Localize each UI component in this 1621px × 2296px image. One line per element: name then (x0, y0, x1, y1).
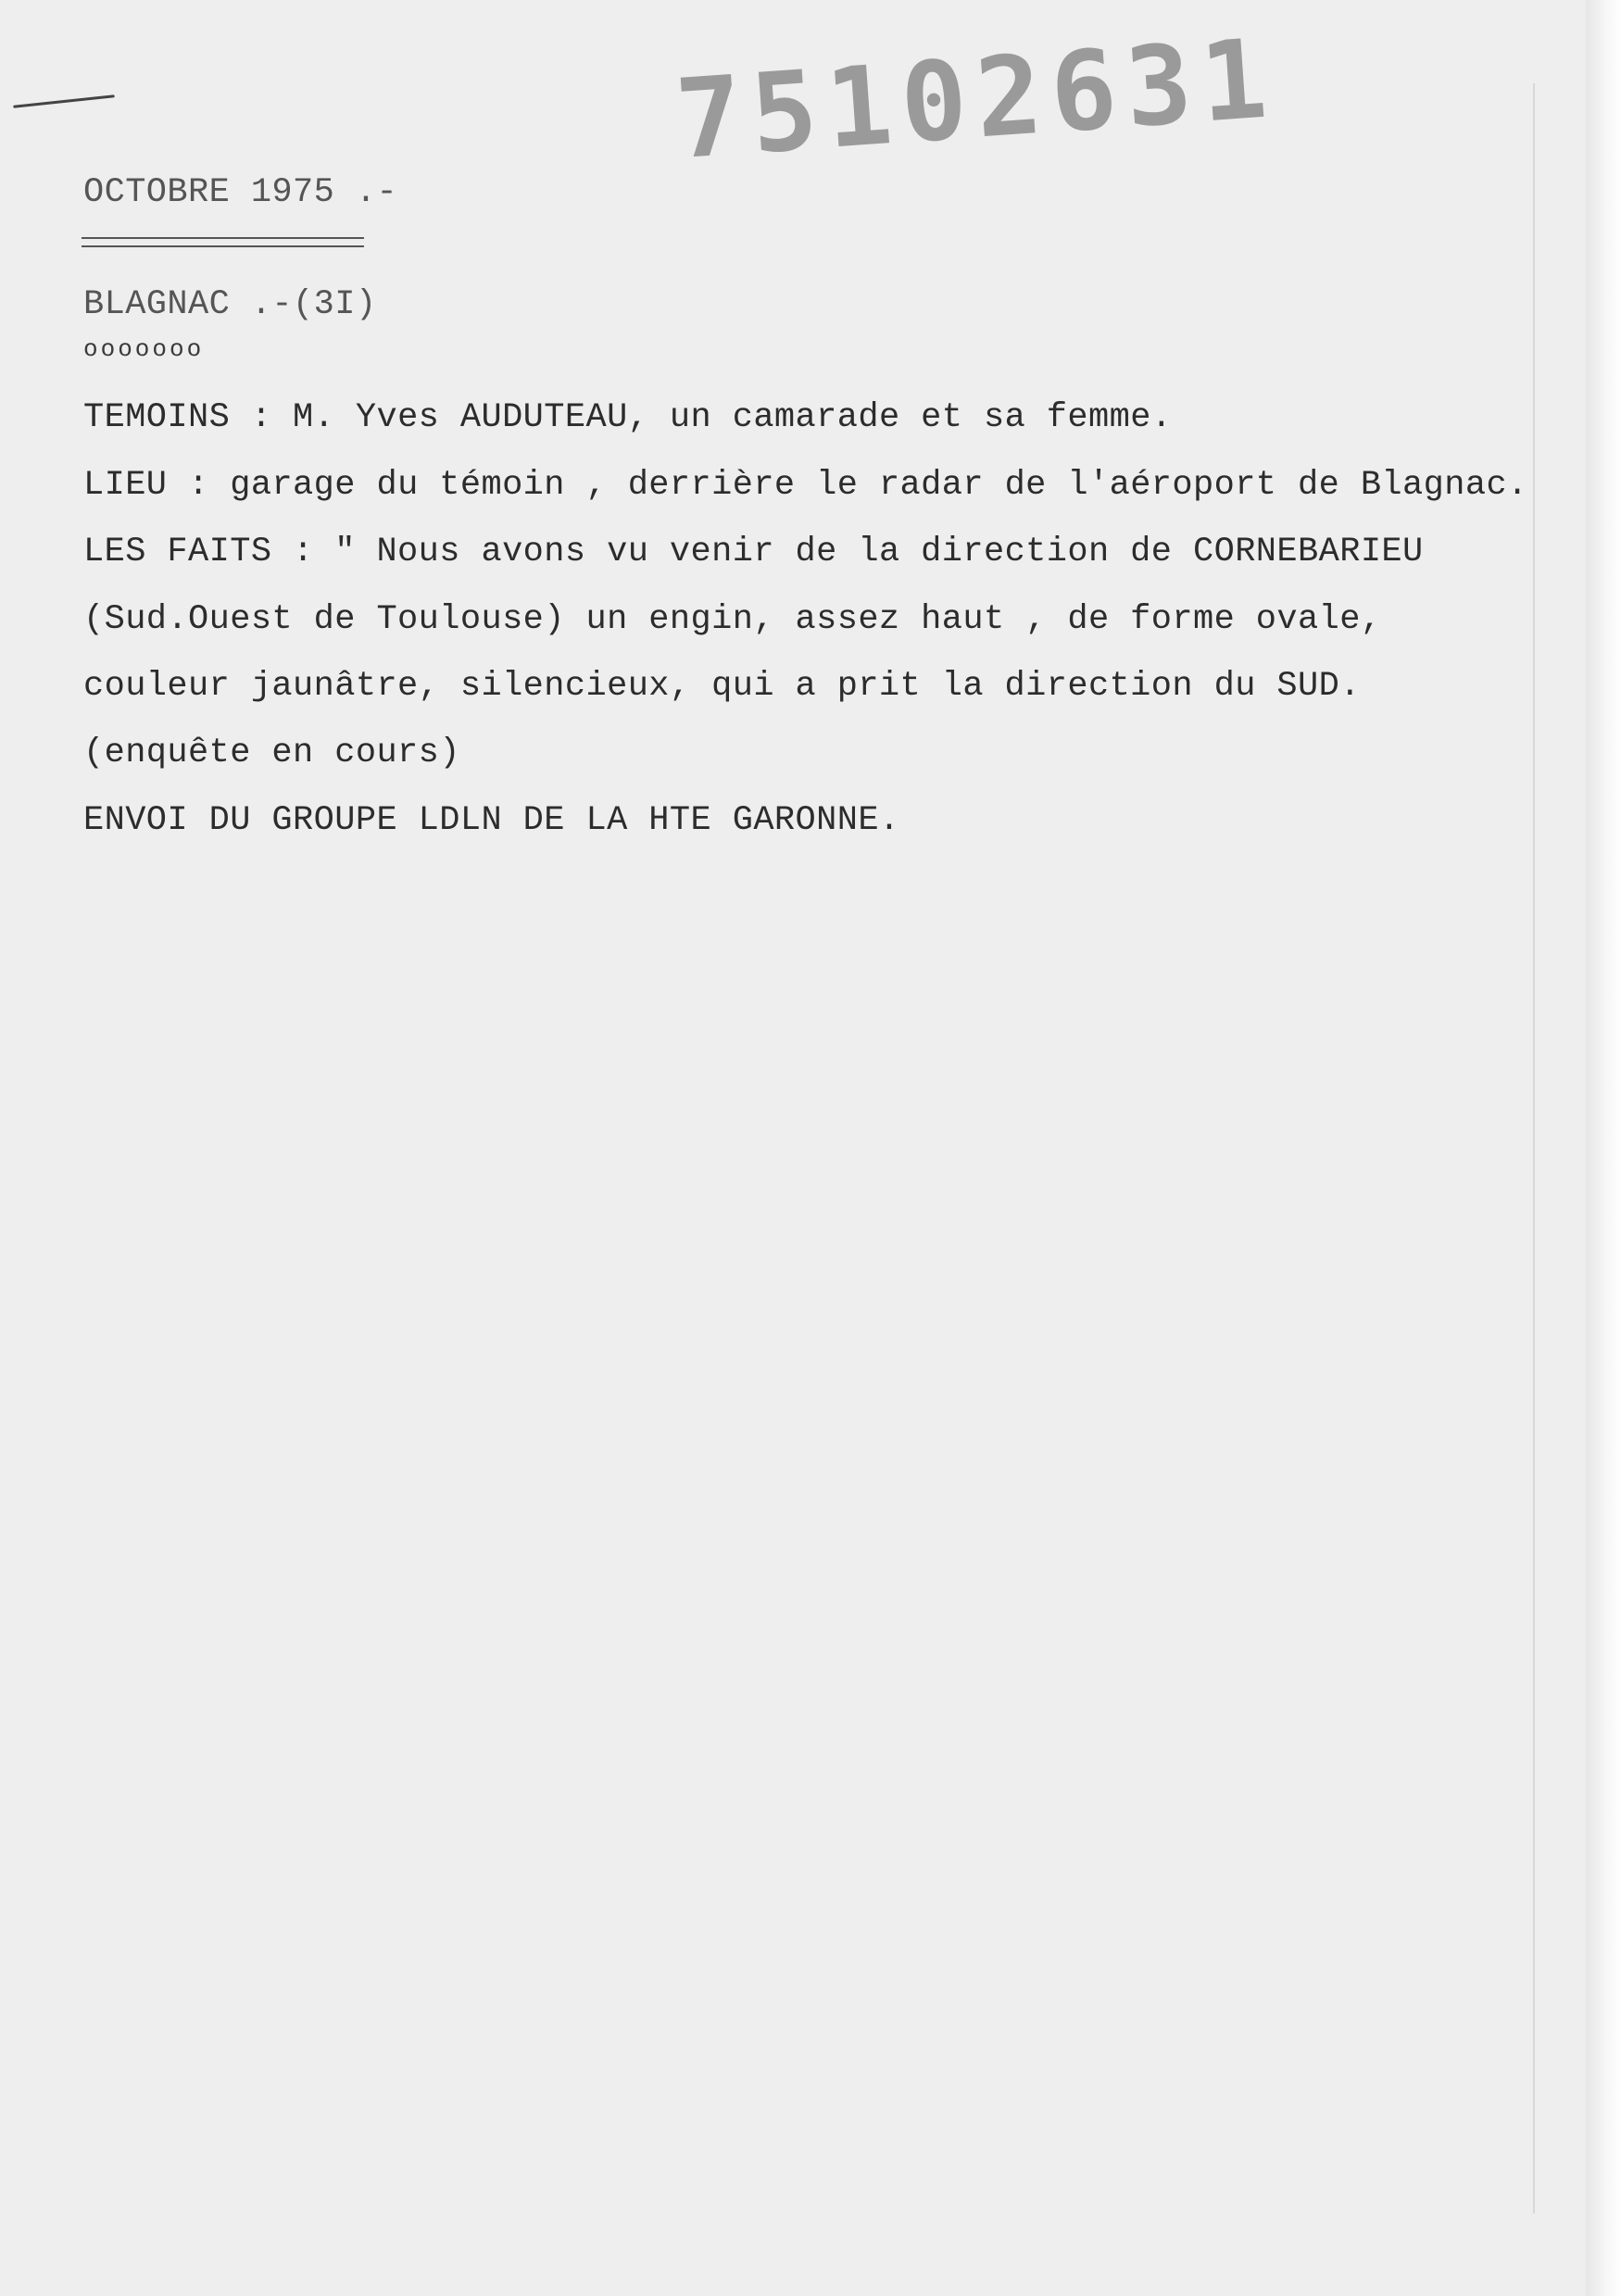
page-edge-line (1533, 83, 1535, 2214)
place-separator: : (167, 466, 231, 505)
report-date: OCTOBRE 1975 .- (83, 173, 398, 212)
facts-line-1 (83, 533, 1424, 571)
place-label: LIEU (83, 466, 168, 505)
place-text: garage du témoin , derrière le radar de l'aéroport de Blagnac. (230, 466, 1528, 505)
page-right-shadow (1586, 0, 1621, 2296)
archive-stamp-number: 75102631 (672, 14, 1280, 184)
facts-line-2: (Sud.Ouest de Toulouse) un engin, assez haut , de forme ovale, (83, 600, 1382, 639)
facts-separator: : (271, 533, 335, 571)
report-location: BLAGNAC .-(3I) (83, 285, 377, 324)
edge-pen-mark (13, 94, 115, 107)
witnesses-label: TEMOINS (83, 398, 231, 437)
witnesses-line (83, 398, 1172, 437)
facts-label: LES FAITS (83, 533, 272, 571)
date-double-underline (82, 237, 364, 247)
witnesses-text: M. Yves AUDUTEAU, un camarade et sa femme. (293, 398, 1173, 437)
facts-line-3: couleur jaunâtre, silencieux, qui a prit la direction du SUD. (83, 667, 1361, 706)
place-line (83, 466, 1528, 505)
facts-line-4: (enquête en cours) (83, 734, 460, 772)
facts-text-1: " Nous avons vu venir de la direction de CORNEBARIEU (334, 533, 1424, 571)
location-circle-marker: ooooooo (83, 335, 205, 363)
witnesses-separator: : (230, 398, 294, 437)
sender-line: ENVOI DU GROUPE LDLN DE LA HTE GARONNE. (83, 801, 900, 840)
